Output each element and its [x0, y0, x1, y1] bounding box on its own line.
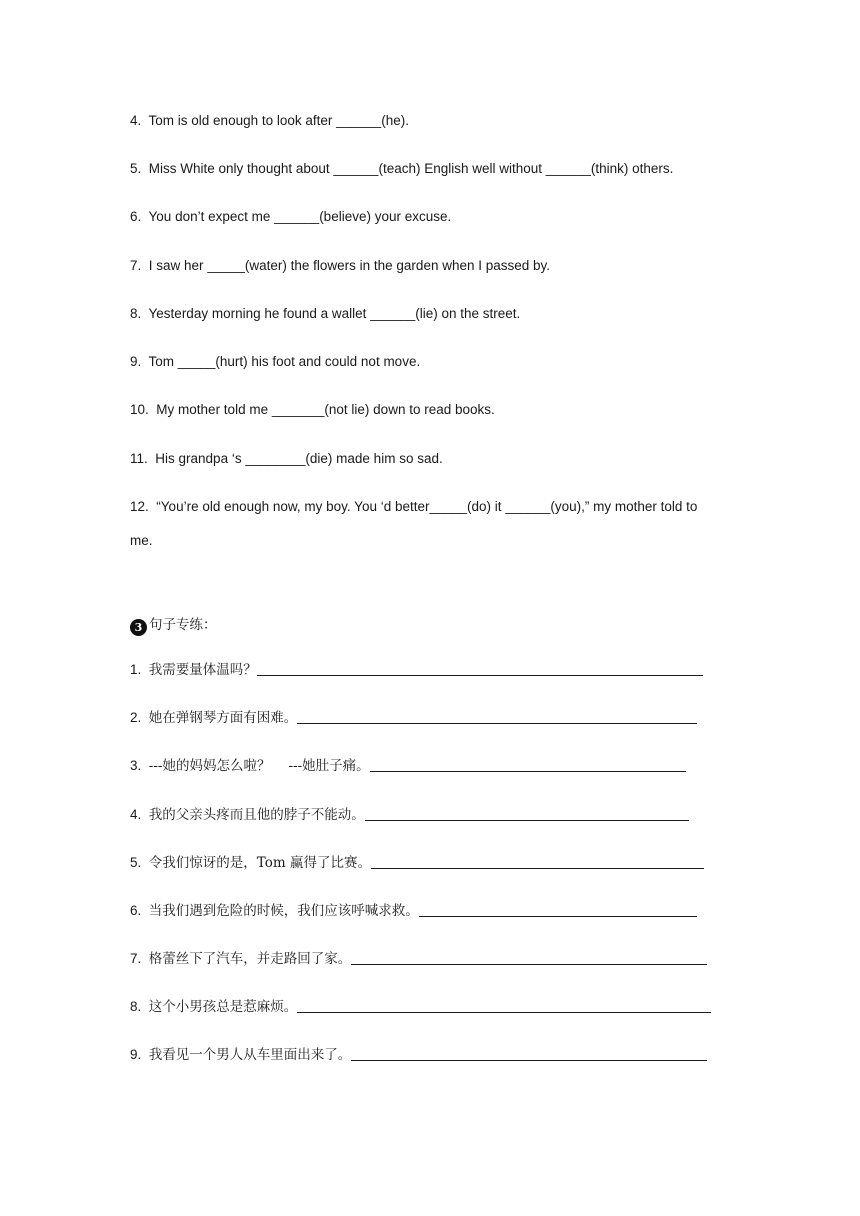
item-number: 12.	[130, 499, 149, 514]
answer-line[interactable]	[419, 902, 697, 917]
sentence-item-1	[130, 661, 703, 679]
answer-line[interactable]	[297, 998, 711, 1013]
sentence-text: 格蕾丝下了汽车，并走路回了家。	[148, 951, 352, 967]
sentence-item-4	[130, 806, 689, 824]
item-number: 4.	[130, 113, 142, 128]
item-hint: (die) made him so sad.	[305, 451, 443, 466]
sentence-item-8	[130, 998, 711, 1016]
item-text: My mother told me	[156, 402, 272, 417]
sentence-item-3	[130, 757, 686, 775]
answer-line[interactable]	[297, 709, 697, 724]
item-number: 11.	[130, 451, 148, 466]
answer-line[interactable]	[351, 950, 707, 965]
section-3-heading	[130, 616, 217, 636]
item-hint: (hurt) his foot and could not move.	[215, 354, 421, 369]
sentence-item-9	[130, 1046, 707, 1064]
item-number: 8.	[130, 306, 142, 321]
item-hint: (he).	[381, 113, 409, 128]
answer-blank[interactable]: ______	[545, 161, 591, 176]
sentence-text: 这个小男孩总是惹麻烦。	[148, 999, 298, 1015]
answer-blank[interactable]: ______	[505, 499, 551, 514]
item-hint: (believe) your excuse.	[319, 209, 452, 224]
answer-blank[interactable]: _______	[271, 402, 325, 417]
answer-blank[interactable]: _____	[429, 499, 468, 514]
item-number: 7.	[130, 258, 142, 273]
item-number: 8.	[130, 999, 142, 1014]
exercise-item-4	[130, 112, 409, 130]
item-text: His grandpa ‘s	[155, 451, 246, 466]
item-text: “You’re old enough now, my boy. You ‘d better	[156, 499, 430, 514]
section-title: 句子专练：	[149, 617, 217, 633]
item-hint: (lie) on the street.	[415, 306, 521, 321]
answer-blank[interactable]: ______	[274, 209, 320, 224]
sentence-text-reply: ---她肚子痛。	[288, 758, 370, 774]
item-number: 6.	[130, 209, 142, 224]
item-number: 10.	[130, 402, 149, 417]
exercise-item-12-continued	[130, 532, 153, 550]
item-text: me.	[130, 533, 153, 548]
exercise-item-12	[130, 498, 697, 516]
answer-line[interactable]	[365, 806, 689, 821]
answer-blank[interactable]: _____	[177, 354, 216, 369]
answer-blank[interactable]: ________	[245, 451, 306, 466]
item-number: 4.	[130, 807, 142, 822]
answer-line[interactable]	[257, 661, 703, 676]
sentence-text: 我的父亲头疼而且他的脖子不能动。	[148, 807, 365, 823]
sentence-item-7	[130, 950, 707, 968]
item-text: Tom is old enough to look after	[148, 113, 337, 128]
item-number: 5.	[130, 161, 142, 176]
item-number: 5.	[130, 855, 142, 870]
sentence-text: ---她的妈妈怎么啦？	[148, 758, 271, 774]
item-number: 2.	[130, 710, 142, 725]
sentence-item-5	[130, 854, 704, 872]
item-text: Miss White only thought about	[148, 161, 334, 176]
sentence-item-2	[130, 709, 697, 727]
item-hint: (think) others.	[590, 161, 674, 176]
item-number: 7.	[130, 951, 142, 966]
item-hint: (water) the flowers in the garden when I passed by.	[244, 258, 551, 273]
sentence-text: 当我们遇到危险的时候，我们应该呼喊求救。	[148, 903, 419, 919]
item-number: 9.	[130, 354, 142, 369]
exercise-item-9	[130, 353, 420, 371]
item-hint: (you),” my mother told to	[550, 499, 698, 514]
sentence-item-6	[130, 902, 697, 920]
item-hint: (not lie) down to read books.	[324, 402, 495, 417]
answer-blank[interactable]: ______	[370, 306, 416, 321]
answer-blank[interactable]: ______	[333, 161, 379, 176]
item-number: 6.	[130, 903, 142, 918]
exercise-item-10	[130, 401, 495, 419]
exercise-item-7	[130, 257, 550, 275]
item-number: 3.	[130, 758, 142, 773]
answer-line[interactable]	[351, 1046, 707, 1061]
section-number-badge: 3	[130, 619, 147, 636]
answer-blank[interactable]: ______	[336, 113, 382, 128]
answer-line[interactable]	[371, 854, 704, 869]
item-text: Tom	[148, 354, 178, 369]
exercise-item-5	[130, 160, 673, 178]
sentence-text: 令我们惊讶的是，Tom 赢得了比赛。	[148, 855, 371, 871]
item-number: 1.	[130, 662, 142, 677]
item-number: 9.	[130, 1047, 142, 1062]
exercise-item-8	[130, 305, 520, 323]
answer-blank[interactable]: _____	[207, 258, 245, 273]
exercise-item-6	[130, 208, 451, 226]
answer-line[interactable]	[370, 757, 686, 772]
sentence-text: 我需要量体温吗？	[148, 662, 257, 678]
sentence-text: 我看见一个男人从车里面出来了。	[148, 1047, 352, 1063]
item-text: You don’t expect me	[148, 209, 275, 224]
sentence-text: 她在弹钢琴方面有困难。	[148, 710, 298, 726]
item-text: Yesterday morning he found a wallet	[148, 306, 371, 321]
item-text: (teach) English well without	[378, 161, 546, 176]
item-text: I saw her	[148, 258, 208, 273]
exercise-item-11	[130, 450, 443, 468]
item-text: (do) it	[467, 499, 506, 514]
